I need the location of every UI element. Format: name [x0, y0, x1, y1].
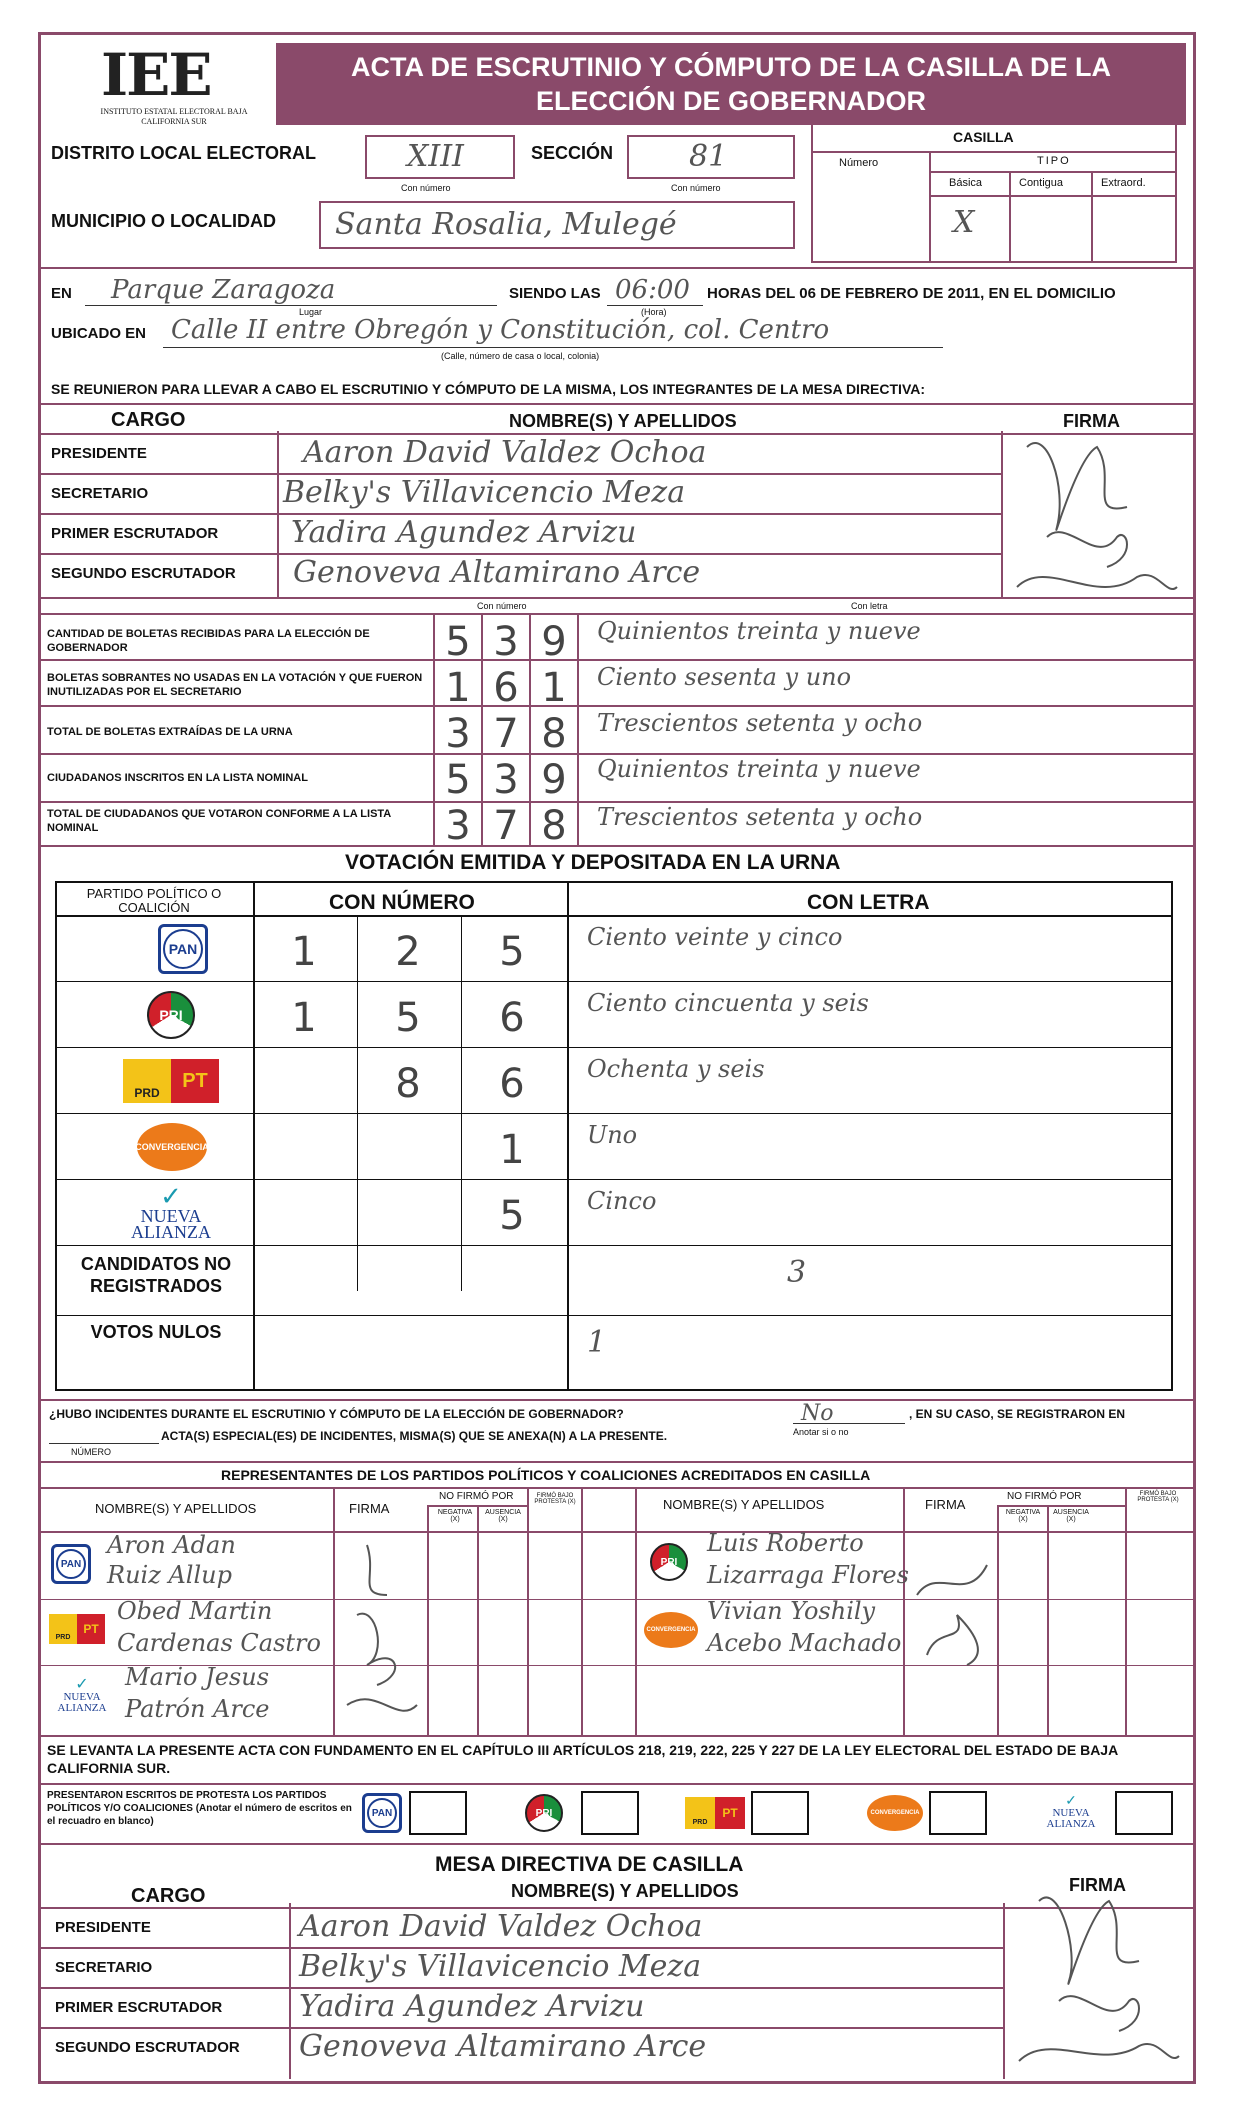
protesta-prd-pt-box[interactable] [751, 1791, 809, 1835]
protesta-pt-logo-text: PT [715, 1797, 745, 1829]
incidentes-answer-caption: Anotar si o no [793, 1427, 849, 1437]
mesa-top-cargo-header: CARGO [111, 409, 186, 431]
mesa-bottom-cargo-header: CARGO [131, 1885, 206, 1907]
protesta-pri-logo [517, 1791, 571, 1835]
boletas-extraidas-letra[interactable]: Trescientos setenta y ocho [597, 709, 923, 737]
municipio-value: Santa Rosalia, Mulegé [335, 207, 677, 242]
representantes-title: REPRESENTANTES DE LOS PARTIDOS POLÍTICOS Y COALICIONES ACREDITADOS EN CASILLA [221, 1467, 871, 1483]
distrito-caption: Con número [401, 183, 451, 193]
rep-left-protesta-header: FIRMÓ BAJO PROTESTA (X) [534, 1493, 576, 1505]
basica-label: Básica [949, 177, 983, 189]
horas-text: HORAS DEL 06 DE FEBRERO DE 2011, EN EL DOMICILIO [707, 285, 1116, 302]
distrito-label: DISTRITO LOCAL ELECTORAL [51, 143, 317, 163]
nombre-primer-escrutador[interactable]: Yadira Agundez Arvizu [291, 515, 637, 550]
votos-pan-letra[interactable]: Ciento veinte y cinco [587, 923, 843, 951]
incidentes-numero-caption: NÚMERO [71, 1447, 111, 1457]
ciudadanos-inscritos-letra[interactable]: Quinientos treinta y nueve [597, 755, 921, 783]
boletas-sobrantes-d2[interactable]: 6 [493, 665, 519, 711]
protesta-prd-logo-text: PRD [685, 1797, 715, 1829]
nueva-alianza-logo-text: NUEVA ALIANZA [131, 1206, 211, 1242]
votos-pri-d2[interactable]: 5 [395, 995, 421, 1041]
protesta-convergencia-logo [863, 1791, 927, 1835]
boletas-extraidas-d2[interactable]: 7 [493, 711, 519, 757]
casilla-label: CASILLA [953, 129, 1014, 145]
rep-pan-name-1[interactable]: Aron Adan [107, 1531, 236, 1559]
nombre-secretario[interactable]: Belky's Villavicencio Meza [283, 475, 686, 510]
rep-convergencia-name-1[interactable]: Vivian Yoshily [707, 1597, 876, 1625]
rep-right-nofirmo-header: NO FIRMÓ POR [1007, 1491, 1082, 1502]
protesta-pri-box[interactable] [581, 1791, 639, 1835]
votos-pri-d3[interactable]: 6 [499, 995, 525, 1041]
votos-nulos-value[interactable]: 1 [587, 1325, 607, 1360]
bottom-nombre-primer-escrutador[interactable]: Yadira Agundez Arvizu [299, 1989, 645, 2024]
seccion-value: 81 [689, 139, 728, 174]
contigua-label: Contigua [1019, 177, 1064, 189]
extraord-label: Extraord. [1101, 177, 1146, 189]
votos-nulos-label: VOTOS NULOS [90, 1322, 222, 1342]
form-title [276, 43, 1186, 125]
logo-subtitle: INSTITUTO ESTATAL ELECTORAL BAJA CALIFORNIA SUR [100, 107, 248, 126]
municipio-box[interactable] [319, 201, 795, 249]
seccion-box[interactable] [627, 135, 795, 179]
ciudadanos-votaron-d2[interactable]: 7 [493, 803, 519, 849]
pri-logo [111, 989, 231, 1041]
boletas-recibidas-label: CANTIDAD DE BOLETAS RECIBIDAS PARA LA ELECCIÓN DE GOBERNADOR [47, 628, 370, 654]
bottom-nombre-secretario[interactable]: Belky's Villavicencio Meza [299, 1949, 702, 1984]
rep-convergencia-logo [639, 1605, 703, 1655]
votos-pan-d2[interactable]: 2 [395, 929, 421, 975]
distrito-value: XIII [407, 139, 464, 174]
protesta-nueva-alianza-box[interactable] [1115, 1791, 1173, 1835]
rep-prd-pt-name-2[interactable]: Cardenas Castro [117, 1629, 321, 1657]
rep-right-signatures [907, 1535, 997, 1675]
boletas-extraidas-d3[interactable]: 8 [541, 711, 567, 757]
rep-pan-logo-text: PAN [56, 1549, 86, 1579]
boletas-sobrantes-d1[interactable]: 1 [445, 665, 471, 711]
mesa-top-firma-header: FIRMA [1063, 411, 1120, 431]
votos-convergencia-letra[interactable]: Uno [587, 1121, 638, 1149]
protesta-nueva-alianza-logo: ✓ NUEVA ALIANZA [1031, 1791, 1111, 1835]
rep-right-firma-header: FIRMA [925, 1497, 966, 1512]
title-line-1: ACTA DE ESCRUTINIO Y CÓMPUTO DE LA CASILLA DE LA [350, 52, 1112, 82]
candidatos-no-registrados-value[interactable]: 3 [787, 1255, 807, 1290]
domicilio-value: Calle II entre Obregón y Constitución, col. Centro [171, 315, 830, 345]
casilla-box [811, 123, 1177, 263]
bottom-cargo-secretario: SECRETARIO [55, 1959, 153, 1976]
rep-prd-pt-name-1[interactable]: Obed Martin [117, 1597, 273, 1625]
protesta-prd-pt-logo [683, 1793, 747, 1833]
votos-pan-d1[interactable]: 1 [291, 929, 317, 975]
siendo-label: SIENDO LAS [509, 285, 601, 302]
votos-prd-pt-letra[interactable]: Ochenta y seis [587, 1055, 765, 1083]
protesta-nueva-alianza-logo-text: NUEVA ALIANZA [1046, 1807, 1096, 1830]
lugar-value: Parque Zaragoza [111, 275, 336, 305]
votos-convergencia-d3[interactable]: 1 [499, 1127, 525, 1173]
boletas-numero-header: Con número [477, 601, 527, 611]
rep-right-ausencia-header: AUSENCIA (X) [1053, 1509, 1089, 1523]
cargo-secretario: SECRETARIO [51, 485, 149, 502]
seccion-label: SECCIÓN [531, 143, 614, 163]
rep-nueva-alianza-logo-text: NUEVA ALIANZA [57, 1691, 107, 1714]
rep-pt-logo-text: PT [77, 1614, 105, 1644]
bottom-cargo-primer-escrutador: PRIMER ESCRUTADOR [55, 1999, 223, 2016]
lugar-caption: Lugar [299, 307, 323, 317]
boletas-sobrantes-letra[interactable]: Ciento sesenta y uno [597, 663, 852, 691]
ciudadanos-inscritos-d2[interactable]: 3 [493, 757, 519, 803]
firma-signatures-top [1007, 417, 1187, 617]
mesa-bottom-nombre-header: NOMBRE(S) Y APELLIDOS [511, 1881, 739, 1901]
votos-prd-pt-d2[interactable]: 8 [395, 1061, 421, 1107]
ubicado-label: UBICADO EN [51, 325, 147, 342]
bottom-cargo-presidente: PRESIDENTE [55, 1919, 151, 1936]
pri-logo-text: PRI [147, 991, 195, 1039]
boletas-extraidas-label: TOTAL DE BOLETAS EXTRAÍDAS DE LA URNA [47, 726, 293, 738]
boletas-recibidas-letra[interactable]: Quinientos treinta y nueve [597, 617, 921, 645]
rep-na-name-1[interactable]: Mario Jesus [125, 1663, 270, 1691]
municipio-label: MUNICIPIO O LOCALIDAD [51, 211, 276, 231]
rep-left-nofirmo-header: NO FIRMÓ POR [439, 1491, 514, 1502]
protesta-pan-logo [359, 1791, 405, 1835]
bottom-nombre-segundo-escrutador[interactable]: Genoveva Altamirano Arce [299, 2029, 707, 2064]
protesta-pri-logo-text: PRI [525, 1794, 563, 1832]
tipo-label: TIPO [1037, 155, 1071, 167]
protesta-text: PRESENTARON ESCRITOS DE PROTESTA LOS PARTIDOS POLÍTICOS Y/O COALICIONES (Anotar el número de escritos en el recuadro en blanco) [47, 1790, 352, 1827]
rep-right-negativa-header: NEGATIVA (X) [1005, 1509, 1041, 1523]
boletas-recibidas-d2[interactable]: 3 [493, 619, 519, 665]
protesta-convergencia-box[interactable] [929, 1791, 987, 1835]
votos-pri-letra[interactable]: Ciento cincuenta y seis [587, 989, 869, 1017]
ciudadanos-inscritos-d1[interactable]: 5 [445, 757, 471, 803]
prd-pt-logo [111, 1055, 231, 1107]
rep-left-nombre-header: NOMBRE(S) Y APELLIDOS [95, 1501, 257, 1516]
nombre-segundo-escrutador[interactable]: Genoveva Altamirano Arce [293, 555, 701, 590]
rep-right-nombre-header: NOMBRE(S) Y APELLIDOS [663, 1497, 825, 1512]
rep-pri-name-2[interactable]: Lizarraga Flores [707, 1561, 909, 1589]
prd-logo-text: PRD [123, 1059, 171, 1103]
boletas-extraidas-d1[interactable]: 3 [445, 711, 471, 757]
incidentes-question: ¿HUBO INCIDENTES DURANTE EL ESCRUTINIO Y CÓMPUTO DE LA ELECCIÓN DE GOBERNADOR? [49, 1407, 624, 1421]
ciudadanos-votaron-d1[interactable]: 3 [445, 803, 471, 849]
incidentes-answer[interactable]: No [801, 1401, 834, 1426]
con-letra-header: CON LETRA [807, 891, 930, 914]
tipo-basica-mark[interactable]: X [953, 205, 975, 240]
rep-pan-name-2[interactable]: Ruiz Allup [107, 1561, 232, 1589]
ciudadanos-inscritos-label: CIUDADANOS INSCRITOS EN LA LISTA NOMINAL [47, 772, 308, 784]
domicilio-caption: (Calle, número de casa o local, colonia) [441, 351, 600, 361]
rep-left-ausencia-header: AUSENCIA (X) [485, 1509, 521, 1523]
rep-left-negativa-header: NEGATIVA (X) [437, 1509, 473, 1523]
protesta-pan-logo-text: PAN [367, 1798, 397, 1828]
mesa-bottom-firma-header: FIRMA [1069, 1875, 1126, 1895]
incidentes-text3: ACTA(S) ESPECIAL(ES) DE INCIDENTES, MISMA(S) QUE SE ANEXA(N) A LA PRESENTE. [161, 1429, 668, 1443]
boletas-letra-header: Con letra [851, 601, 888, 611]
rep-na-name-2[interactable]: Patrón Arce [125, 1695, 270, 1723]
rep-convergencia-name-2[interactable]: Acebo Machado [707, 1629, 902, 1657]
pan-logo-text: PAN [163, 929, 203, 969]
hora-caption: (Hora) [641, 307, 667, 317]
logo-mark: IEE [101, 41, 211, 109]
nombre-presidente[interactable]: Aaron David Valdez Ochoa [303, 435, 707, 470]
rep-left-signatures [337, 1535, 427, 1735]
votos-pan-d3[interactable]: 5 [499, 929, 525, 975]
hora-value: 06:00 [615, 275, 690, 305]
rep-nueva-alianza-logo: ✓ NUEVA ALIANZA [47, 1671, 117, 1721]
votacion-title: VOTACIÓN EMITIDA Y DEPOSITADA EN LA URNA [345, 851, 841, 874]
rep-left-firma-header: FIRMA [349, 1501, 390, 1516]
mesa-top-nombre-header: NOMBRE(S) Y APELLIDOS [509, 411, 737, 431]
rep-prd-pt-logo [47, 1609, 107, 1649]
pan-logo [123, 923, 243, 975]
con-numero-header: CON NÚMERO [329, 891, 475, 914]
iee-logo [79, 41, 269, 127]
title-line-2: ELECCIÓN DE GOBERNADOR [535, 86, 927, 116]
ciudadanos-votaron-label: TOTAL DE CIUDADANOS QUE VOTARON CONFORME A LA LISTA NOMINAL [47, 808, 391, 834]
nueva-alianza-logo: ✓ NUEVA ALIANZA [101, 1185, 241, 1241]
ciudadanos-votaron-d3[interactable]: 8 [541, 803, 567, 849]
votos-prd-pt-d3[interactable]: 6 [499, 1061, 525, 1107]
boletas-sobrantes-label: BOLETAS SOBRANTES NO USADAS EN LA VOTACIÓN Y QUE FUERON INUTILIZADAS POR EL SECRETARIO [47, 672, 423, 698]
seccion-caption: Con número [671, 183, 721, 193]
boletas-recibidas-d1[interactable]: 5 [445, 619, 471, 665]
protesta-convergencia-logo-text: CONVERGENCIA [867, 1795, 923, 1831]
rep-pri-logo [641, 1537, 697, 1587]
reunieron-text: SE REUNIERON PARA LLEVAR A CABO EL ESCRUTINIO Y CÓMPUTO DE LA MISMA, LOS INTEGRANTES DE LA MESA DIRECTIVA: [51, 381, 926, 397]
fundamento-text: SE LEVANTA LA PRESENTE ACTA CON FUNDAMENTO EN EL CAPÍTULO III ARTÍCULOS 218, 219, 222, 225 Y 227 DE LA LEY ELECTORAL DEL ESTADO DE BAJA CALIFORNIA SUR. [47, 1742, 1118, 1776]
rep-prd-logo-text: PRD [49, 1614, 77, 1644]
rep-right-protesta-header: FIRMÓ BAJO PROTESTA (X) [1137, 1491, 1179, 1503]
boletas-recibidas-d3[interactable]: 9 [541, 619, 567, 665]
pt-logo-text: PT [171, 1059, 219, 1103]
distrito-box[interactable] [365, 135, 515, 179]
cargo-presidente: PRESIDENTE [51, 445, 147, 462]
mesa-bottom-title: MESA DIRECTIVA DE CASILLA [435, 1853, 744, 1876]
incidentes-text2: , EN SU CASO, SE REGISTRARON EN [909, 1407, 1126, 1421]
protesta-pan-box[interactable] [409, 1791, 467, 1835]
partido-header: PARTIDO POLÍTICO O COALICIÓN [86, 886, 222, 915]
rep-pri-logo-text: PRI [650, 1543, 688, 1581]
ciudadanos-inscritos-d3[interactable]: 9 [541, 757, 567, 803]
firma-signatures-bottom [1009, 1871, 1189, 2081]
votos-nueva-alianza-d3[interactable]: 5 [499, 1193, 525, 1239]
votos-pri-d1[interactable]: 1 [291, 995, 317, 1041]
convergencia-logo-text: CONVERGENCIA [137, 1123, 207, 1171]
bottom-cargo-segundo-escrutador: SEGUNDO ESCRUTADOR [55, 2039, 240, 2056]
cargo-primer-escrutador: PRIMER ESCRUTADOR [51, 525, 219, 542]
numero-label: Número [839, 157, 879, 169]
ciudadanos-votaron-letra[interactable]: Trescientos setenta y ocho [597, 803, 923, 831]
convergencia-logo [107, 1121, 237, 1173]
cargo-segundo-escrutador: SEGUNDO ESCRUTADOR [51, 565, 236, 582]
candidatos-no-registrados-label: CANDIDATOS NO REGISTRADOS [80, 1254, 232, 1296]
bottom-nombre-presidente[interactable]: Aaron David Valdez Ochoa [299, 1909, 703, 1944]
en-label: EN [51, 285, 72, 302]
acta-form [38, 32, 1196, 2084]
rep-pan-logo [49, 1539, 93, 1589]
rep-convergencia-logo-text: CONVERGENCIA [644, 1612, 698, 1648]
boletas-sobrantes-d3[interactable]: 1 [541, 665, 567, 711]
votos-nueva-alianza-letra[interactable]: Cinco [587, 1187, 657, 1215]
rep-pri-name-1[interactable]: Luis Roberto [707, 1529, 864, 1557]
